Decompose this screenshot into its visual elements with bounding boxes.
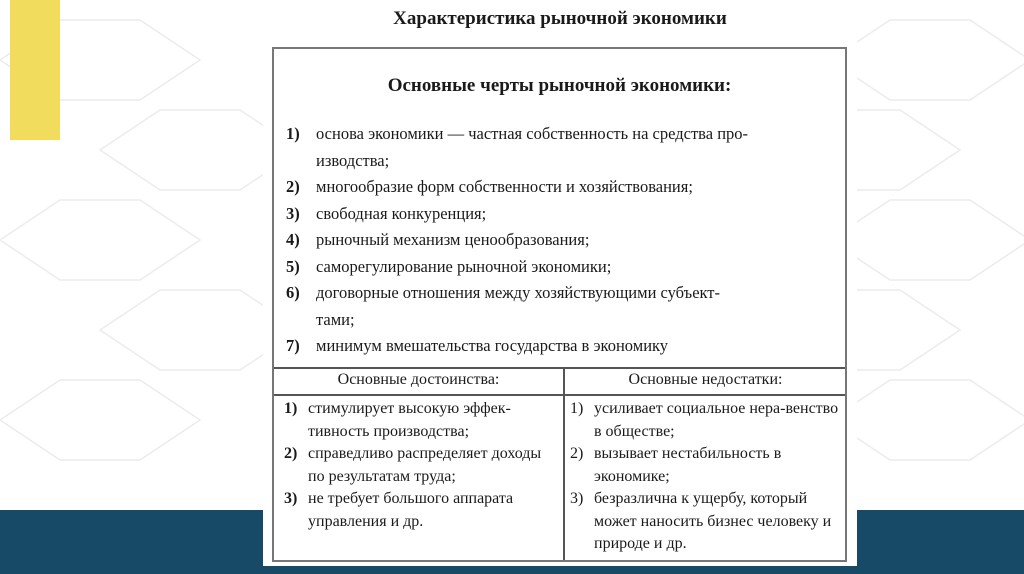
item-text: безразлична к ущербу, который может наносить бизнес человеку и природе и др. [594,490,832,552]
item-text: рыночный механизм ценообразования; [316,230,590,249]
slide-title: Характеристика рыночной экономики [393,8,727,29]
item-number: 6) [286,283,300,302]
item-number: 3) [284,490,298,507]
list-item [284,488,559,533]
item-number: 2) [570,445,584,462]
features-heading: Основные черты рыночной экономики: [387,75,732,96]
list-item [286,333,831,360]
divider [274,367,845,369]
item-number: 3) [286,203,300,223]
list-item [570,443,845,488]
list-item-continuation [286,307,831,334]
list-item [286,201,831,228]
item-text: справедливо распределяет доходы по результатам труда; [308,445,542,485]
item-text: саморегулирование рыночной экономики; [316,256,612,276]
item-number: 2) [284,445,298,462]
list-item [286,174,831,201]
item-text: минимум вмешательства государства в экономику [316,336,669,355]
features-list [286,121,831,360]
item-text: стимулирует высокую эффек-тивность производства; [308,400,511,440]
list-item [286,254,831,281]
item-number: 1) [284,400,298,417]
characteristics-table [272,47,847,562]
list-item [284,398,559,443]
disadvantages-list [570,398,845,556]
list-item [286,280,831,307]
item-number: 7) [286,336,300,355]
advantages-list [284,398,559,533]
item-number: 4) [286,230,300,249]
list-item [286,227,831,254]
item-text: договорные отношения между хозяйствующими субъект- [316,283,721,302]
list-item [284,443,559,488]
item-number: 5) [286,256,300,276]
disadvantages-heading: Основные недостатки: [628,371,783,388]
item-text: не требует большого аппарата управления и др. [308,490,514,530]
list-item-continuation [286,148,831,175]
yellow-accent-block [10,0,60,140]
item-number: 1) [570,400,584,417]
list-item [570,398,845,443]
item-number: 1) [286,124,300,143]
item-text: усиливает социальное нера-венство в обществе; [594,400,839,440]
list-item [286,121,831,148]
divider [274,394,845,396]
item-text: изводства; [316,150,390,170]
column-divider [563,367,565,560]
item-text: многообразие форм собственности и хозяйствования; [316,177,693,196]
item-text: свободная конкуренция; [316,203,487,223]
item-number: 3) [570,490,584,507]
item-number: 2) [286,177,300,196]
item-text: вызывает нестабильность в экономике; [594,445,782,485]
item-text: основа экономики — частная собственность на средства про- [316,124,749,143]
advantages-heading: Основные достоинства: [337,371,500,388]
list-item [570,488,845,556]
item-text: тами; [316,309,355,329]
